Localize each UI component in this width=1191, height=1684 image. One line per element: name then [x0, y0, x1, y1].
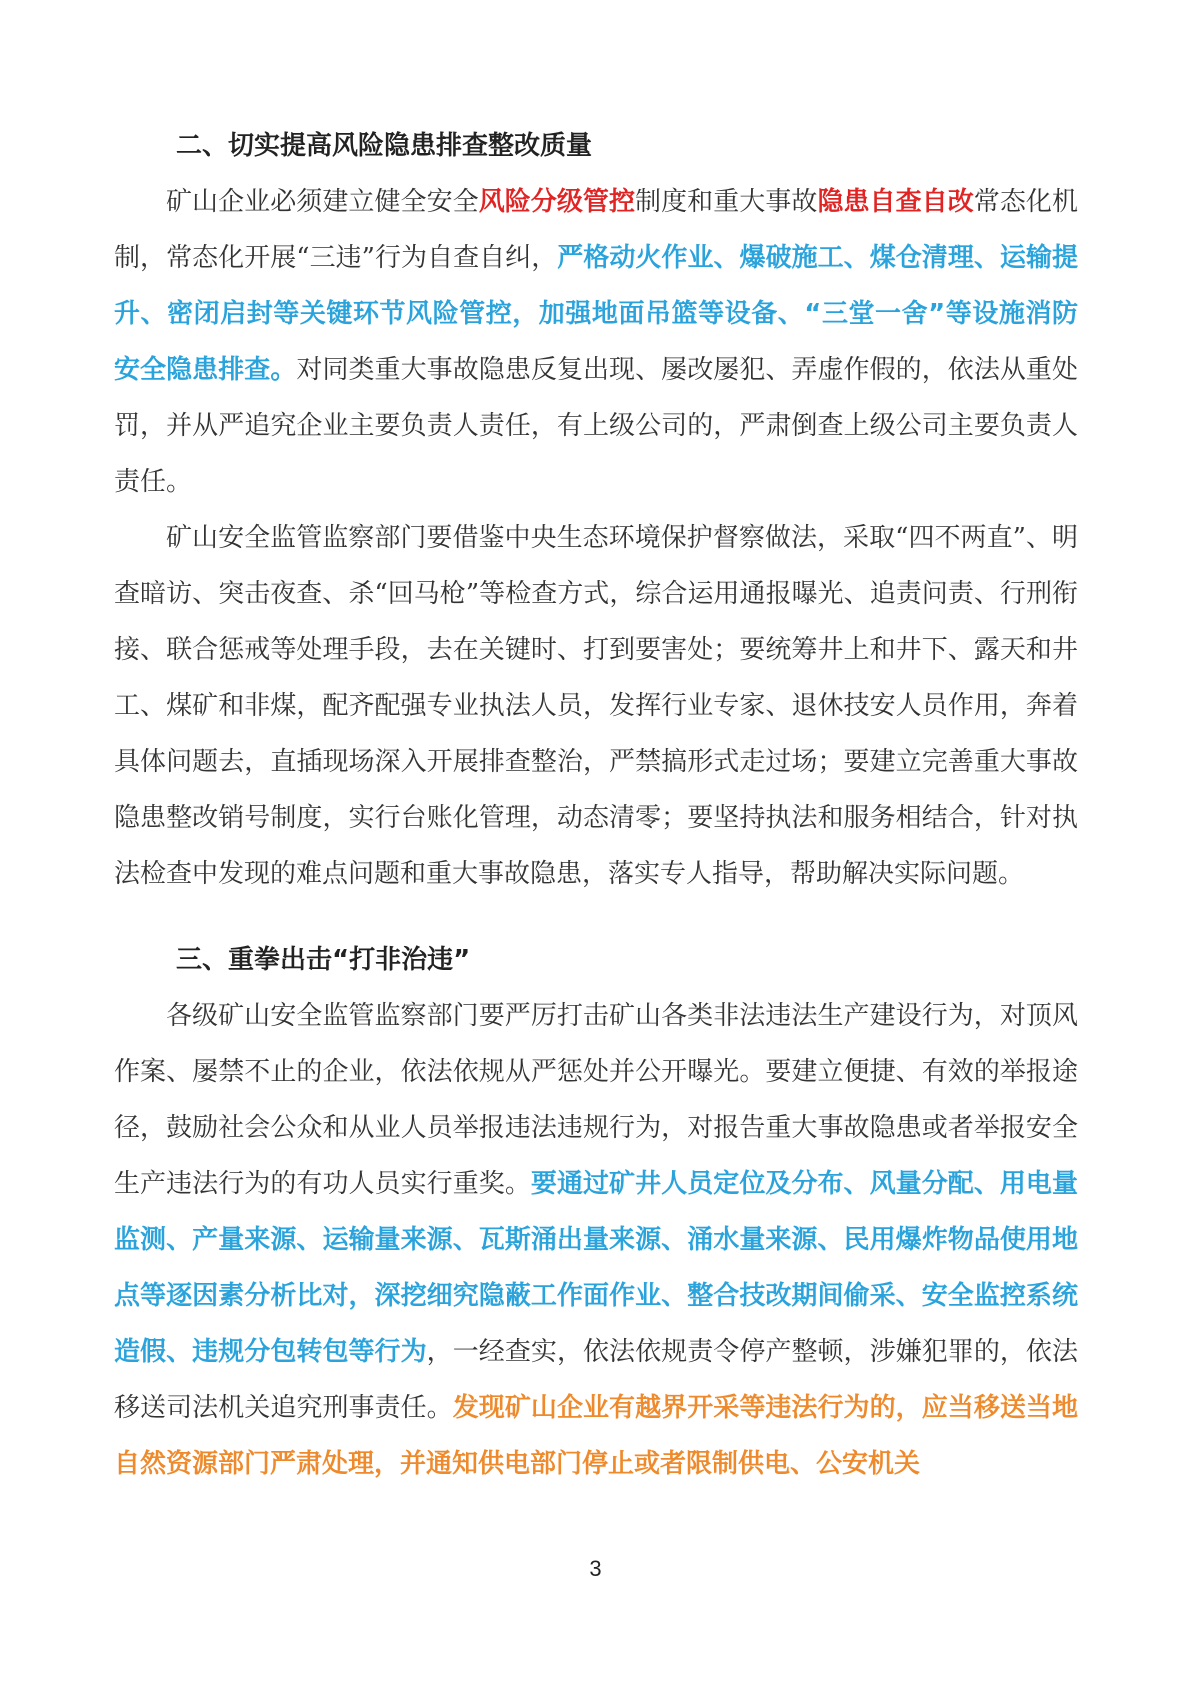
- page-number: 3: [589, 1556, 602, 1581]
- section-2-paragraph-1: [114, 174, 1078, 510]
- highlight-illegal-mining-referral: 发现矿山企业有越界开采等违法行为的，应当移送当地自然资源部门严肃处理，并通知供电部门停止或者限制供电、公安机关: [114, 1393, 1078, 1479]
- paragraph-text: 矿山企业必须建立健全安全: [166, 187, 479, 217]
- highlight-risk-grading-control: 风险分级管控: [478, 187, 636, 217]
- paragraph-text: 对同类重大事故隐患反复出现、屡改屡犯、弄虚作假的，依法从重处罚，并从严追究企业主要负责人责任，有上级公司的，严肃倒查上级公司主要负责人责任。: [114, 355, 1078, 497]
- document-content: [114, 118, 1078, 1492]
- section-2-heading: 二、切实提高风险隐患排查整改质量: [176, 131, 593, 161]
- paragraph-text: 制度和重大事故: [635, 187, 818, 217]
- highlight-factor-analysis: 要通过矿井人员定位及分布、风量分配、用电量监测、产量来源、运输量来源、瓦斯涌出量来源、涌水量来源、民用爆炸物品使用地点等逐因素分析比对，深挖细究隐蔽工作面作业、整合技改期间偷采、安全监控系统造假、违规分包转包等行为: [114, 1169, 1078, 1367]
- section-3-heading: 三、重拳出击“打非治违”: [176, 945, 471, 975]
- section-2-paragraph-2: 矿山安全监管监察部门要借鉴中央生态环境保护督察做法，采取“四不两直”、明查暗访、突击夜查、杀“回马枪”等检查方式，综合运用通报曝光、追责问责、行刑衔接、联合惩戒等处理手段，去在关键时、打到要害处；要统筹井上和井下、露天和井工、煤矿和非煤，配齐配强专业执法人员，发挥行业专家、退休技安人员作用，奔着具体问题去，直插现场深入开展排查整治，严禁搞形式走过场；要建立完善重大事故隐患整改销号制度，实行台账化管理，动态清零；要坚持执法和服务相结合，针对执法检查中发现的难点问题和重大事故隐患，落实专人指导，帮助解决实际问题。: [114, 523, 1078, 889]
- highlight-key-risk-control: 严格动火作业、爆破施工、煤仓清理、运输提升、密闭启封等关键环节风险管控，加强地面吊篮等设备、“三堂一舍”等设施消防安全隐患排查。: [114, 243, 1078, 385]
- paragraph-text: 各级矿山安全监管监察部门要严厉打击矿山各类非法违法生产建设行为，对顶风作案、屡禁不止的企业，依法依规从严惩处并公开曝光。要建立便捷、有效的举报途径，鼓励社会公众和从业人员举报违法违规行为，对报告重大事故隐患或者举报安全生产违法行为的有功人员实行重奖。: [114, 1001, 1078, 1199]
- paragraph-text: 常态化机制，常态化开展“三违”行为自查自纠，: [114, 187, 1078, 273]
- highlight-hazard-self-inspection: 隐患自查自改: [817, 187, 974, 217]
- paragraph-text: ，一经查实，依法依规责令停产整顿，涉嫌犯罪的，依法移送司法机关追究刑事责任。: [114, 1337, 1078, 1423]
- section-3-paragraph-1: [114, 988, 1078, 1492]
